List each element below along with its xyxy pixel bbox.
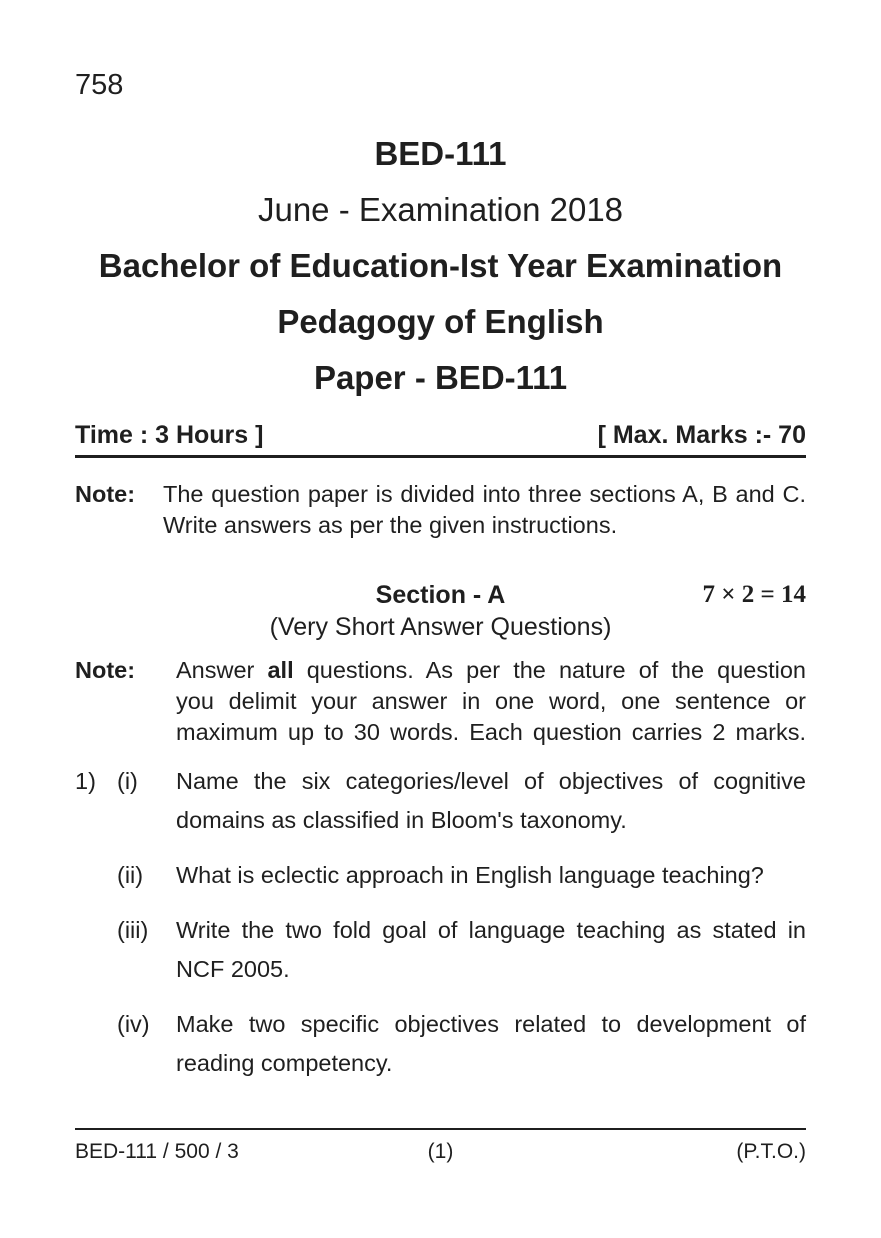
footer-divider [75,1128,806,1130]
paper-number-heading: Paper - BED-111 [313,359,568,396]
note-text-line: maximum up to 30 words. Each question carries 2 marks. [176,719,806,745]
time-allowed: Time : 3 Hours ] [75,421,264,449]
program-heading: Bachelor of Education-Ist Year Examination [98,247,783,284]
question-text-line: Name the six categories/level of objectives of cognitive [176,768,806,794]
note-text-line: The question paper is divided into three sections A, B and C. [163,481,806,507]
question-number [75,911,117,989]
note-text-line [176,655,806,686]
note-label: Note: [75,481,136,507]
doc-serial-number: 758 [75,69,124,101]
note-bold-word: all [267,657,294,683]
page-footer [75,1128,806,1167]
question-marker: (ii) [117,862,144,888]
section-a-heading-row [75,580,806,610]
section-a-subtitle: (Very Short Answer Questions) [269,613,612,641]
general-note [75,479,806,541]
note-text-line: Write answers as per the given instructions. [163,512,618,538]
question-text-line: What is eclectic approach in English language teaching? [176,862,764,888]
question-item [75,1005,806,1083]
question-text-line: NCF 2005. [176,956,290,982]
footer-row [75,1137,806,1167]
question-text-line: Make two specific objectives related to development of [176,1011,806,1037]
exam-header [75,126,806,406]
paper-code-heading: BED-111 [374,135,507,172]
question-marker: (i) [117,768,138,794]
question-item [75,856,806,895]
question-marker: (iv) [117,1011,150,1037]
question-item [75,762,806,840]
note-text [163,479,806,541]
question-text [176,762,806,840]
note-text-line: you delimit your answer in one word, one sentence or [176,688,806,714]
question-list [75,762,806,1083]
note-label: Note: [75,657,136,683]
question-marker: (iii) [117,917,149,943]
footer-paper-code: BED-111 / 500 / 3 [75,1140,239,1163]
question-text [176,911,806,989]
footer-page-number: (1) [427,1140,454,1163]
section-a-title: Section - A [375,581,506,609]
question-text-line: Write the two fold goal of language teaching as stated in [176,917,806,943]
header-divider [75,455,806,458]
exam-session-heading: June - Examination 2018 [257,191,624,228]
section-a-note [75,655,806,748]
section-a-marks: 7 × 2 = 14 [702,581,806,608]
footer-pto: (P.T.O.) [736,1140,807,1163]
question-number: 1) [75,768,96,794]
question-text [176,856,806,895]
question-text-line: reading competency. [176,1050,393,1076]
question-text-line: domains as classified in Bloom's taxonomy. [176,807,627,833]
exam-meta-row [75,420,806,450]
note-text-segment: Answer [176,657,255,683]
question-number [75,1005,117,1083]
max-marks: [ Max. Marks :- 70 [597,421,806,449]
note-text [176,655,806,748]
question-item [75,911,806,989]
note-text-segment: questions. As per the nature of the question [306,657,806,683]
question-number [75,856,117,895]
subject-heading: Pedagogy of English [277,303,604,340]
question-text [176,1005,806,1083]
